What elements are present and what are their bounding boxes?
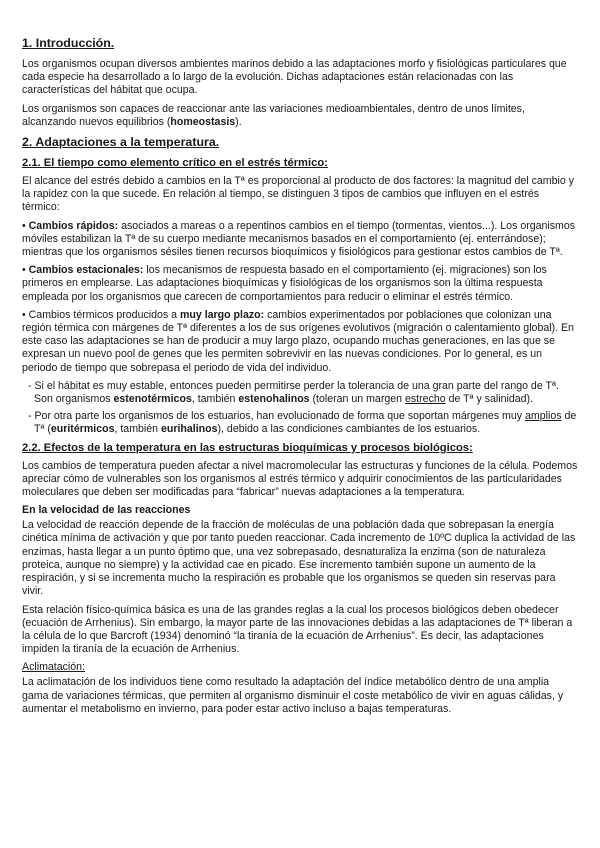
reaction-speed-paragraph-2: Esta relación físico-química básica es una de las grandes reglas a la cual los procesos biológicos deben obedecer (ecuación de Arrhenius). Sin embargo, la mayor parte de las innovaciones debidas a las adaptaciones de Tª liberan a la célula de lo que Barcroft (1934) denominó “la tiranía de la ecuación de Arrhenius”. Es decir, las adaptaciones impiden la tiranía de la ecuación de Arrhenius.: [22, 603, 573, 656]
bullet-label: Cambios estacionales:: [28, 264, 144, 277]
text-span: Por otra parte los organismos de los estuarios, han evolucionado de forma que soportan márgenes muy: [34, 410, 526, 423]
subsection-2-2-heading: 2.2. Efectos de la temperatura en las estructuras bioquímicas y procesos biológicos:: [22, 441, 473, 454]
text-span: de Tª y salinidad).: [445, 393, 533, 406]
term-estenotermicos: estenotérmicos: [113, 393, 192, 406]
text-span: Si el hábitat es muy estable, entonces pueden permitirse perder la tolerancia de una gran parte del rango de Tª. Son organismos: [34, 379, 559, 406]
subsection-2-1-heading: 2.1. El tiempo como elemento crítico en el estrés térmico:: [22, 157, 328, 170]
text-span: ), debido a las condiciones cambiantes de los estuarios.: [217, 423, 481, 436]
term-estenohalinos: estenohalinos: [238, 393, 310, 406]
subsection-2-1-intro: El alcance del estrés debido a cambios en la Tª es proporcional al producto de dos factores: la magnitud del cambio y la rapidez con la que sucede. En relación al tiempo, se distinguen 3 tipos de cambios que influyen en el estrés térmico:: [22, 175, 574, 214]
term-estrecho: estrecho: [404, 393, 446, 406]
text-span: de Tª (: [34, 410, 577, 436]
bullet-cambios-estacionales: • Cambios estacionales: los mecanismos de respuesta basado en el comportamiento (ej. migraciones) son los primeros en emplearse. Las adaptaciones bioquímicas y fisiológicas de los organismos son la última respuesta empleada por los organismos que carecen de comportamientos para reducir o eliminar el estrés térmico.: [22, 264, 547, 303]
subsection-2-2-intro: Los cambios de temperatura pueden afectar a nivel macromolecular las estructuras y funciones de la célula. Podemos apreciar cómo de vulnerables son los organismos al estrés térmico y adquirir conocimientos de las particularidades moleculares que deben ser modificadas para “fabricar” nuevas adaptaciones a la temperatura.: [22, 459, 578, 499]
bullet-text: cambios experimentados por poblaciones que colonizan una región térmica con márgenes de Tª diferentes a los de sus orígenes evolutivos (migración o calentamiento global). En este caso las adaptaciones se han de producir a muy largo plazo, ocupando muchas generaciones, en las que se expresan un nuevo pool de genes que les permiten sobrevivir en las nuevas condiciones. Por lo general, es un periodo de tiempo que sobrepasa el periodo de vida del individuo.: [22, 308, 574, 374]
sub-bullet-euritermicos: - Por otra parte los organismos de los estuarios, han evolucionado de forma que soportan márgenes muy amplios de Tª (euritérmicos, también eurihalinos), debido a las condiciones cambiantes de los estuarios.: [28, 410, 577, 436]
section1-heading: 1. Introducción.: [22, 36, 115, 50]
text-span: Los organismos son capaces de reaccionar ante las variaciones medioambientales, dentro de unos límites, alcanzando nuevos equilibrios (: [22, 102, 525, 128]
section2-heading: 2. Adaptaciones a la temperatura.: [22, 135, 220, 150]
term-euritermicos: euritérmicos: [50, 423, 115, 436]
homeostasis-term: homeostasis: [170, 115, 236, 128]
reaction-speed-paragraph-1: La velocidad de reacción depende de la fracción de moléculas de una población dada que sobrepasan la energía cinética mínima de activación y que por tanto pueden reaccionar. Cada incremento de 10ºC duplica la actividad de las enzimas, hasta llegar a un punto óptimo que, una vez sobrepasado, desnaturaliza la enzima (son de naturaleza proteica, aunque no siempre) y la actividad cae en picado. Ese incremento también supone un aumento de la respiración, y si se incrementa mucho la respiración es probable que los organismos se queden sin reservas para vivir.: [22, 519, 576, 598]
bullet-text: los mecanismos de respuesta basado en el comportamiento (ej. migraciones) son los primeros en emplearse. Las adaptaciones bioquímicas y fisiológicas de los organismos son la última respuesta empleada por los organismos que carecen de comportamientos para reducir o eliminar el estrés térmico.: [22, 264, 547, 303]
aclimatacion-paragraph: La aclimatación de los individuos tiene como resultado la adaptación del índice metabólico dentro de una amplia gama de variaciones térmicas, que permiten al organismo disminuir el coste metabólico de vivir en aguas cálidas, y aumentar el metabolismo en invierno, para poder estar activo incluso a bajas temperaturas.: [22, 676, 564, 715]
text-span: , también: [114, 423, 161, 436]
bullet-label: muy largo plazo:: [179, 308, 265, 321]
term-amplios: amplios: [525, 410, 562, 423]
bullet-largo-plazo: • Cambios térmicos producidos a muy largo plazo: cambios experimentados por poblaciones que colonizan una región térmica con márgenes de Tª diferentes a los de sus orígenes evolutivos (migración o calentamiento global). En este caso las adaptaciones se han de producir a muy largo plazo, ocupando muchas generaciones, en las que se expresan un nuevo pool de genes que les permiten sobrevivir en las nuevas condiciones. Por lo general, es un periodo de tiempo que sobrepasa el periodo de vida del individuo.: [22, 308, 574, 374]
section1-paragraph-2: [22, 103, 578, 129]
section1-paragraph-1: Los organismos ocupan diversos ambientes marinos debido a las adaptaciones morfo y fisiológicas particulares que cada especie ha desarrollado a lo largo de la evolución. Dichas adaptaciones están relacionadas con las características del hábitat que ocupa.: [22, 58, 567, 97]
text-span: , también: [191, 393, 239, 406]
text-span: ).: [235, 115, 242, 128]
term-eurihalinos: eurihalinos: [161, 423, 218, 436]
aclimatacion-heading: Aclimatación:: [22, 661, 85, 674]
sub-bullet-estenotermicos: - Si el hábitat es muy estable, entonces pueden permitirse perder la tolerancia de una gran parte del rango de Tª. Son organismos estenotérmicos, también estenohalinos (toleran un margen estrecho de Tª y salinidad).: [28, 379, 559, 406]
bullet-label: Cambios rápidos:: [28, 219, 119, 232]
bullet-text-pre: Cambios térmicos producidos a: [28, 308, 180, 321]
reaction-speed-heading: En la velocidad de las reacciones: [22, 504, 191, 517]
text-span: (toleran un margen: [309, 393, 405, 406]
bullet-text: asociados a mareas o a repentinos cambios en el tiempo (tormentas, vientos...). Los organismos móviles estabilizan la Tª de su cuerpo mediante mecanismos basados en el comportamiento (ej. enterrándose); mientras que los organismos sésiles tienen recursos bioquímicos y fisiológicos para gestionar estos cambios de Tª.: [22, 219, 576, 259]
bullet-cambios-rapidos: • Cambios rápidos: asociados a mareas o a repentinos cambios en el tiempo (tormentas, vientos...). Los organismos móviles estabilizan la Tª de su cuerpo mediante mecanismos basados en el comportamiento (ej. enterrándose); mientras que los organismos sésiles tienen recursos bioquímicos y fisiológicos para gestionar estos cambios de Tª.: [22, 219, 576, 259]
